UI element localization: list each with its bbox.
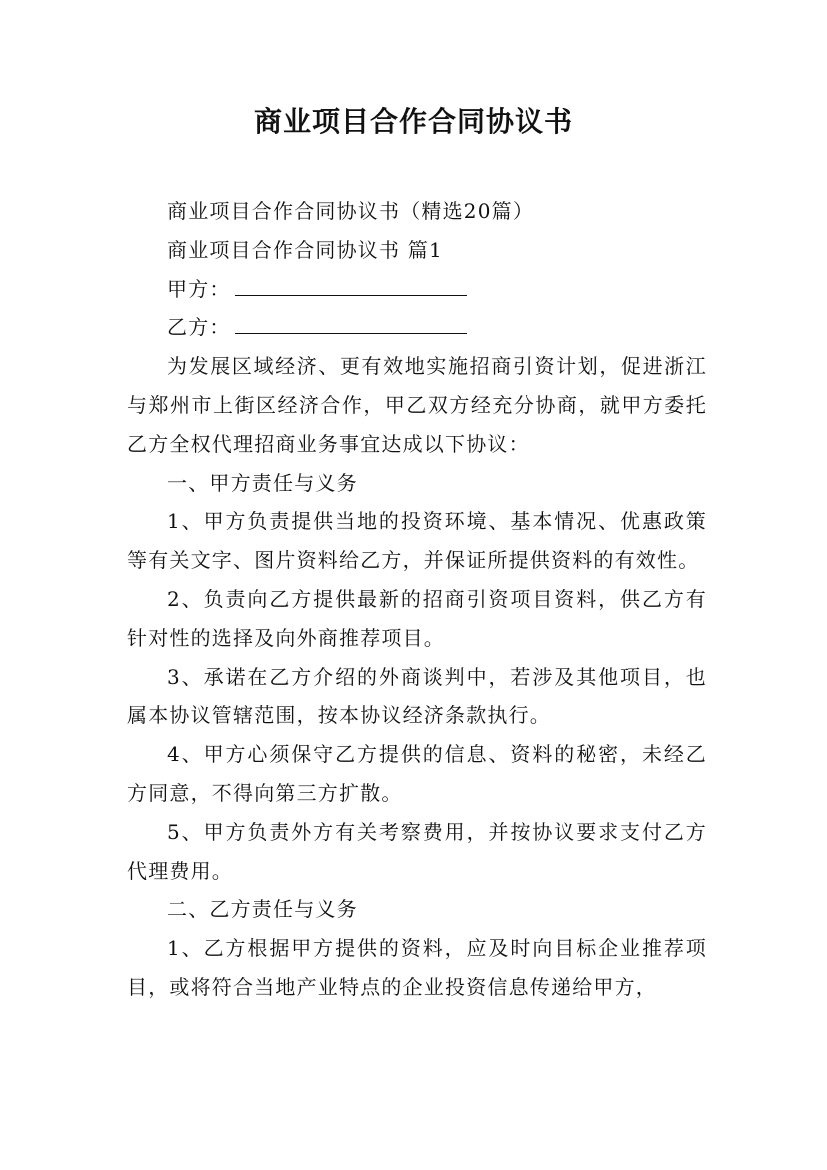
part1-item: 3、承诺在乙方介绍的外商谈判中，若涉及其他项目，也属本协议管辖范围，按本协议经济条款执行。	[127, 664, 707, 728]
part1-item: 2、负责向乙方提供最新的招商引资项目资料，供乙方有针对性的选择及向外商推荐项目。	[127, 586, 707, 650]
part2-heading: 二、乙方责任与义务	[167, 897, 358, 922]
part1-heading: 一、甲方责任与义务	[167, 470, 358, 495]
part1-item: 5、甲方负责外方有关考察费用，并按协议要求支付乙方代理费用。	[127, 819, 707, 883]
party-a-blank	[235, 273, 467, 296]
document-title: 商业项目合作合同协议书	[253, 105, 573, 138]
document-body	[127, 192, 707, 1007]
intro-paragraph: 为发展区域经济、更有效地实施招商引资计划，促进浙江与郑州市上街区经济合作，甲乙双方经充分协商，就甲方委托乙方全权代理招商业务事宜达成以下协议：	[127, 354, 707, 456]
party-b-blank	[235, 311, 467, 334]
party-b-line	[127, 308, 707, 347]
part1-item: 4、甲方心须保守乙方提供的信息、资料的秘密，未经乙方同意，不得向第三方扩散。	[127, 742, 707, 805]
party-a-label: 甲方：	[167, 276, 231, 301]
part1-item: 1、甲方负责提供当地的投资环境、基本情况、优惠政策等有关文字、图片资料给乙方，并保证所提供资料的有效性。	[127, 509, 707, 573]
party-a-line	[127, 270, 707, 309]
party-b-label: 乙方：	[167, 315, 231, 340]
document-subtitle: 商业项目合作合同协议书（精选20篇）	[167, 199, 535, 223]
part2-item: 1、乙方根据甲方提供的资料，应及时向目标企业推荐项目，或将符合当地产业特点的企业投资信息传递给甲方，	[127, 936, 707, 999]
section-heading: 商业项目合作合同协议书 篇1	[167, 237, 443, 262]
